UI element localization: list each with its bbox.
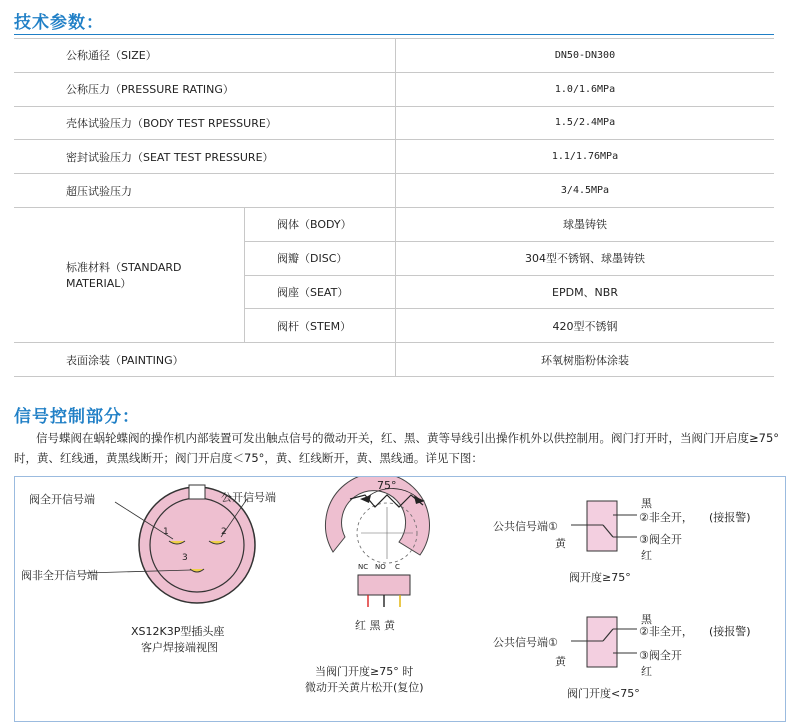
material-value: 420型不锈钢: [396, 309, 775, 343]
closed-caption: 阀门开度<75°: [567, 687, 640, 700]
open-alarm: (接报警): [709, 511, 751, 524]
row-value: DN50-DN300: [396, 39, 775, 73]
signal-heading: 信号控制部分：: [14, 407, 140, 427]
row-value: 1.5/2.4MPa: [396, 106, 775, 140]
material-value: 球墨铸铁: [396, 207, 775, 241]
table-row: [14, 174, 774, 208]
micro-switch: [358, 575, 410, 595]
spec-table: [14, 38, 774, 377]
label-common: 公开信号端: [221, 491, 276, 504]
connector-key: [189, 485, 205, 499]
row-value: 3/4.5MPa: [396, 174, 775, 208]
pin-1-label: 1: [163, 527, 169, 537]
closed-alarm: (接报警): [709, 625, 751, 638]
row-value: 1.1/1.76MPa: [396, 140, 775, 174]
painting-label: 表面涂装（PAINTING）: [14, 343, 396, 377]
switch-c: C: [395, 563, 400, 571]
pin-3-label: 3: [182, 553, 188, 563]
material-part: 阀瓣（DISC）: [245, 241, 396, 275]
table-row: [14, 106, 774, 140]
open-yellow: 黄: [555, 537, 566, 550]
open-black: 黑: [641, 497, 652, 510]
material-value: 304型不锈钢、球墨铸铁: [396, 241, 775, 275]
table-row: [14, 39, 774, 73]
table-row: [14, 140, 774, 174]
wire-colors: 红 黑 黄: [355, 619, 395, 632]
label-not-full-open: 阀非全开信号端: [21, 569, 98, 582]
row-label: 公称压力（PRESSURE RATING）: [14, 72, 396, 106]
material-value: EPDM、NBR: [396, 275, 775, 309]
row-label: 公称通径（SIZE）: [14, 39, 396, 73]
closed-pin2: ②非全开，: [639, 625, 693, 638]
signal-diagram-panel: [14, 476, 786, 722]
row-value: 1.0/1.6MPa: [396, 72, 775, 106]
switch-nc: NC: [358, 563, 369, 571]
table-row: [14, 207, 774, 241]
tech-heading: 技术参数：: [14, 13, 104, 33]
connector-caption-2: 客户焊接端视图: [141, 641, 218, 654]
open-caption: 阀开度≥75°: [569, 571, 631, 584]
table-row: [14, 72, 774, 106]
open-pin2: ②非全开，: [639, 511, 693, 524]
painting-value: 环氧树脂粉体涂装: [396, 343, 775, 377]
cam-caption-1: 当阀门开度≥75° 时: [315, 665, 414, 678]
material-part: 阀杆（STEM）: [245, 309, 396, 343]
material-part: 阀体（BODY）: [245, 207, 396, 241]
closed-yellow: 黄: [555, 655, 566, 668]
open-red: 红: [641, 549, 652, 562]
closed-red: 红: [641, 665, 652, 678]
relay-closed: [587, 617, 617, 667]
open-common: 公共信号端①: [493, 520, 558, 533]
switch-no: NO: [375, 563, 386, 571]
open-pin3: ③阀全开: [639, 533, 682, 546]
cam-caption-2: 微动开关黄片松开(复位): [305, 681, 424, 694]
closed-common: 公共信号端①: [493, 636, 558, 649]
row-label: 密封试验压力（SEAT TEST PRESSURE）: [14, 140, 396, 174]
table-row: [14, 343, 774, 377]
tech-heading-rule: [14, 34, 774, 35]
closed-pin3: ③阀全开: [639, 649, 682, 662]
label-full-open: 阀全开信号端: [29, 493, 95, 506]
material-label: 标准材料（STANDARD MATERIAL）: [14, 207, 245, 342]
cam-angle: 75°: [377, 479, 397, 492]
relay-open: [587, 501, 617, 551]
signal-paragraph: 信号蝶阀在蜗轮蝶阀的操作机内部装置可发出触点信号的微动开关，红、黑、黄等导线引出操作机外以供控制用。阀门打开时，当阀门开启度≥75°时，黄、红线通，黄黑线断开；阀门开启度＜75°，黄、红线断开，黄、黑线通。详见下图：: [14, 431, 780, 465]
connector-inner: [150, 498, 244, 592]
material-part: 阀座（SEAT）: [245, 275, 396, 309]
row-label: 超压试验压力: [14, 174, 396, 208]
pin-2-label: 2: [221, 527, 227, 537]
closed-black: 黑: [641, 613, 652, 626]
row-label: 壳体试验压力（BODY TEST RPESSURE）: [14, 106, 396, 140]
connector-caption-1: XS12K3P型插头座: [131, 625, 225, 638]
